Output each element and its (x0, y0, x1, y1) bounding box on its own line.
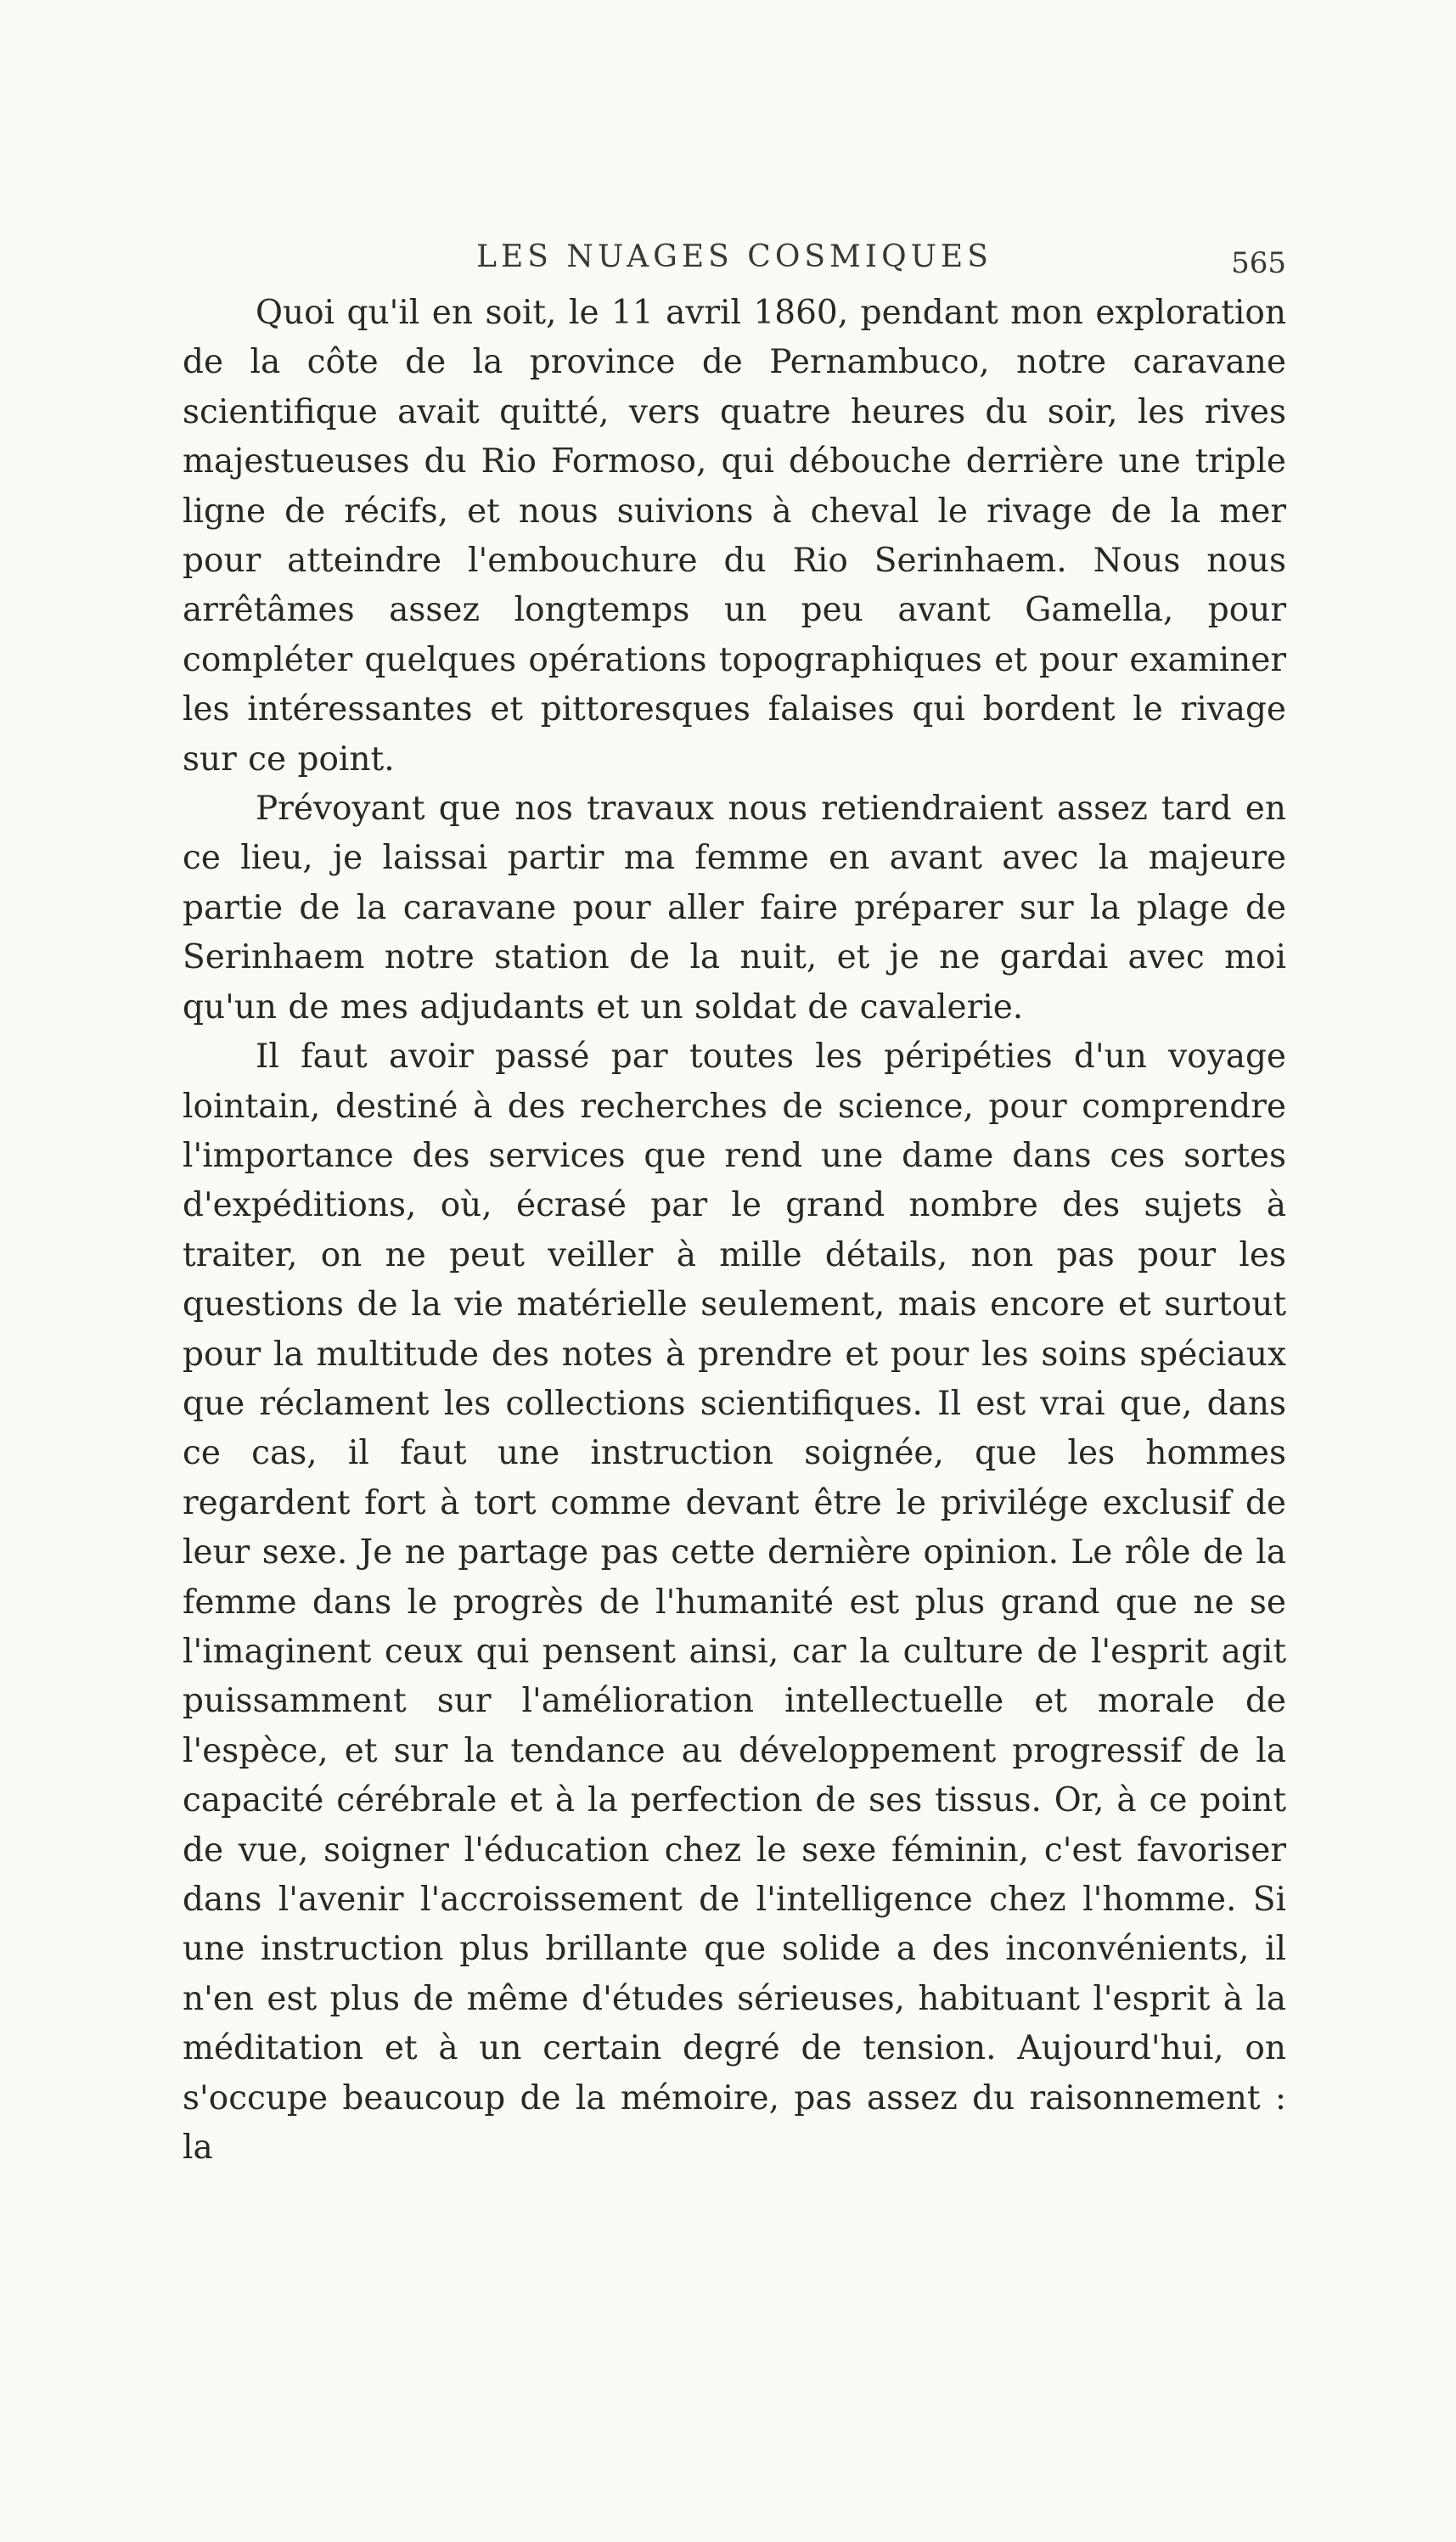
running-head (183, 239, 1286, 282)
running-title: LES NUAGES COSMIQUES (476, 239, 992, 274)
body-text (183, 289, 1286, 2173)
paragraph-2: Prévoyant que nos travaux nous retiendraient assez tard en ce lieu, je laissai partir ma femme en avant avec la majeure partie de la caravane pour aller faire préparer sur la plage de Serinhaem notre station de la nuit, et je ne gardai avec moi qu'un de mes adjudants et un soldat de cavalerie. (183, 790, 1286, 1026)
paragraph-3: Il faut avoir passé par toutes les péripéties d'un voyage lointain, destiné à des recherches de science, pour comprendre l'importance des services que rend une dame dans ces sortes d'expéditions, où, écrasé par le grand nombre des sujets à traiter, on ne peut veiller à mille détails, non pas pour les questions de la vie matérielle seulement, mais encore et surtout pour la multitude des notes à prendre et pour les soins spéciaux que réclament les collections scientifiques. Il est vrai que, dans ce cas, il faut une instruction soignée, que les hommes regardent fort à tort comme devant être le privilége exclusif de leur sexe. Je ne partage pas cette dernière opinion. Le rôle de la femme dans le progrès de l'humanité est plus grand que ne se l'imaginent ceux qui pensent ainsi, car la culture de l'esprit agit puissamment sur l'amélioration intellectuelle et morale de l'espèce, et sur la tendance au développement progressif de la capacité cérébrale et à la perfection de ses tissus. Or, à ce point de vue, soigner l'éducation chez le sexe féminin, c'est favoriser dans l'avenir l'accroissement de l'intelligence chez l'homme. Si une instruction plus brillante que solide a des inconvénients, il n'en est plus de même d'études sérieuses, habituant l'esprit à la méditation et à un certain degré de tension. Aujourd'hui, on s'occupe beaucoup de la mémoire, pas assez du raisonnement : la (183, 1038, 1286, 2168)
paragraph-1: Quoi qu'il en soit, le 11 avril 1860, pendant mon exploration de la côte de la province de Pernambuco, notre caravane scientifique avait quitté, vers quatre heures du soir, les rives majestueuses du Rio Formoso, qui débouche derrière une triple ligne de récifs, et nous suivions à cheval le rivage de la mer pour atteindre l'embouchure du Rio Serinhaem. Nous nous arrêtâmes assez longtemps un peu avant Gamella, pour compléter quelques opérations topographiques et pour examiner les intéressantes et pittoresques falaises qui bordent le rivage sur ce point. (183, 294, 1286, 779)
page-number: 565 (1231, 246, 1286, 280)
